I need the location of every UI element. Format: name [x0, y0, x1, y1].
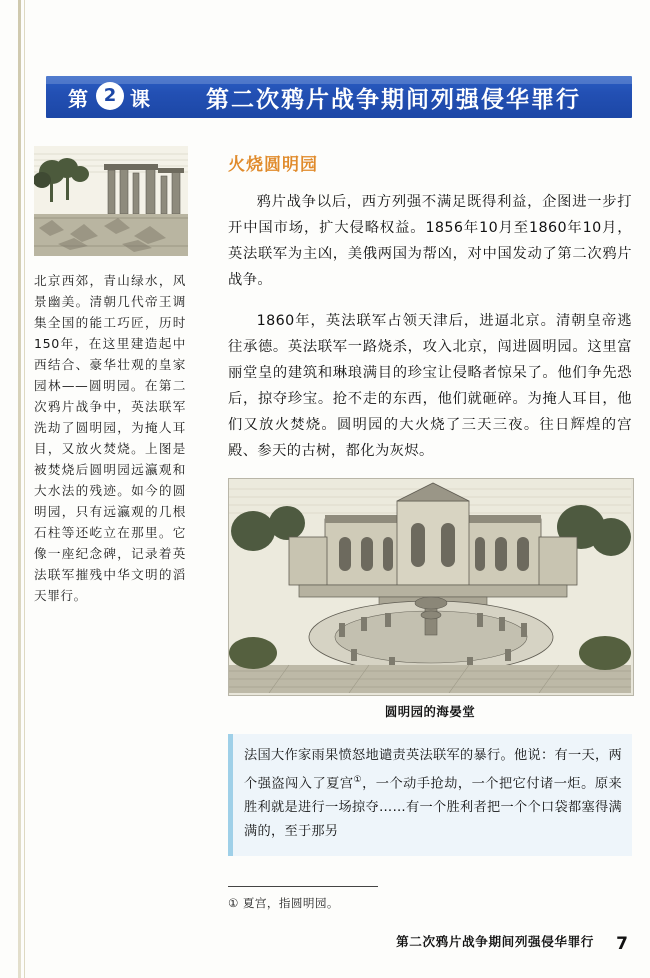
haiyantang-image: [228, 478, 634, 696]
lesson-header: [46, 76, 632, 118]
quote-text: [244, 744, 622, 844]
yuanmingyuan-ruins-image: [34, 146, 188, 256]
sidebar-caption-text: 北京西郊，青山绿水，风景幽美。清朝几代帝王调集全国的能工巧匠，历时150年，在这里建造起中西结合、豪华壮观的皇家园林——圆明园。在第二次鸦片战争中，英法联军洗劫了圆明园，为掩人耳目，又放火焚烧。上图是被焚烧后圆明园远瀛观和大水法的残迹。如今的圆明园，只有远瀛观的几根石柱等还屹立在那里。它像一座纪念碑，记录着英法联军摧残中华文明的滔天罪行。: [34, 273, 186, 603]
left-sidebar-column: [34, 146, 188, 606]
section-heading: 火烧圆明园: [228, 155, 318, 175]
body-paragraph-1: 鸦片战争以后，西方列强不满足既得利益，企图进一步打开中国市场，扩大侵略权益。1856年10月至1860年10月，英法联军为主凶，美俄两国为帮凶，对中国发动了第二次鸦片战争。: [228, 194, 632, 289]
footnote-divider: [228, 886, 378, 887]
lesson-suffix: 课: [130, 87, 150, 111]
figure-caption: 圆明园的海晏堂: [384, 703, 476, 719]
quote-text-part1: 法国大作家雨果愤怒地谴责英法联军的暴行。他说：有一天，两个强盗闯入了夏宫: [244, 747, 622, 791]
lesson-number-badge: 2: [96, 82, 124, 110]
left-margin-rule-thin: [24, 0, 25, 978]
page-number: 7: [616, 934, 628, 954]
main-content-column: [228, 150, 632, 856]
quote-accent-bar: [228, 734, 233, 856]
body-paragraph-2: 1860年，英法联军占领天津后，进逼北京。清朝皇帝逃往承德。英法联军一路烧杀，攻入北京，闯进圆明园。这里富丽堂皇的建筑和琳琅满目的珍宝让侵略者惊呆了。他们争先恐后，掠夺珍宝。抢不走的东西，他们就砸碎。为掩人耳目，他们又放火焚烧。圆明园的大火烧了三天三夜。往日辉煌的宫殿、参天的古树，都化为灰烬。: [228, 312, 632, 459]
page-title: 第二次鸦片战争期间列强侵华罪行: [206, 87, 581, 113]
running-footer-title: 第二次鸦片战争期间列强侵华罪行: [396, 934, 594, 949]
quote-box: [228, 734, 632, 856]
footnote-text: ① 夏宫，指圆明园。: [228, 896, 339, 910]
quote-footnote-marker: ①: [353, 774, 363, 785]
left-margin-rule: [18, 0, 21, 978]
main-figure: [228, 478, 632, 720]
quote-text-part2: ，一个动手抢劫，一个把它付诸一炬。原来胜利就是进行一场掠夺……有一个胜利者把一个个口袋都塞得满满的，至于那另: [244, 775, 622, 839]
lesson-prefix: 第: [68, 87, 89, 111]
